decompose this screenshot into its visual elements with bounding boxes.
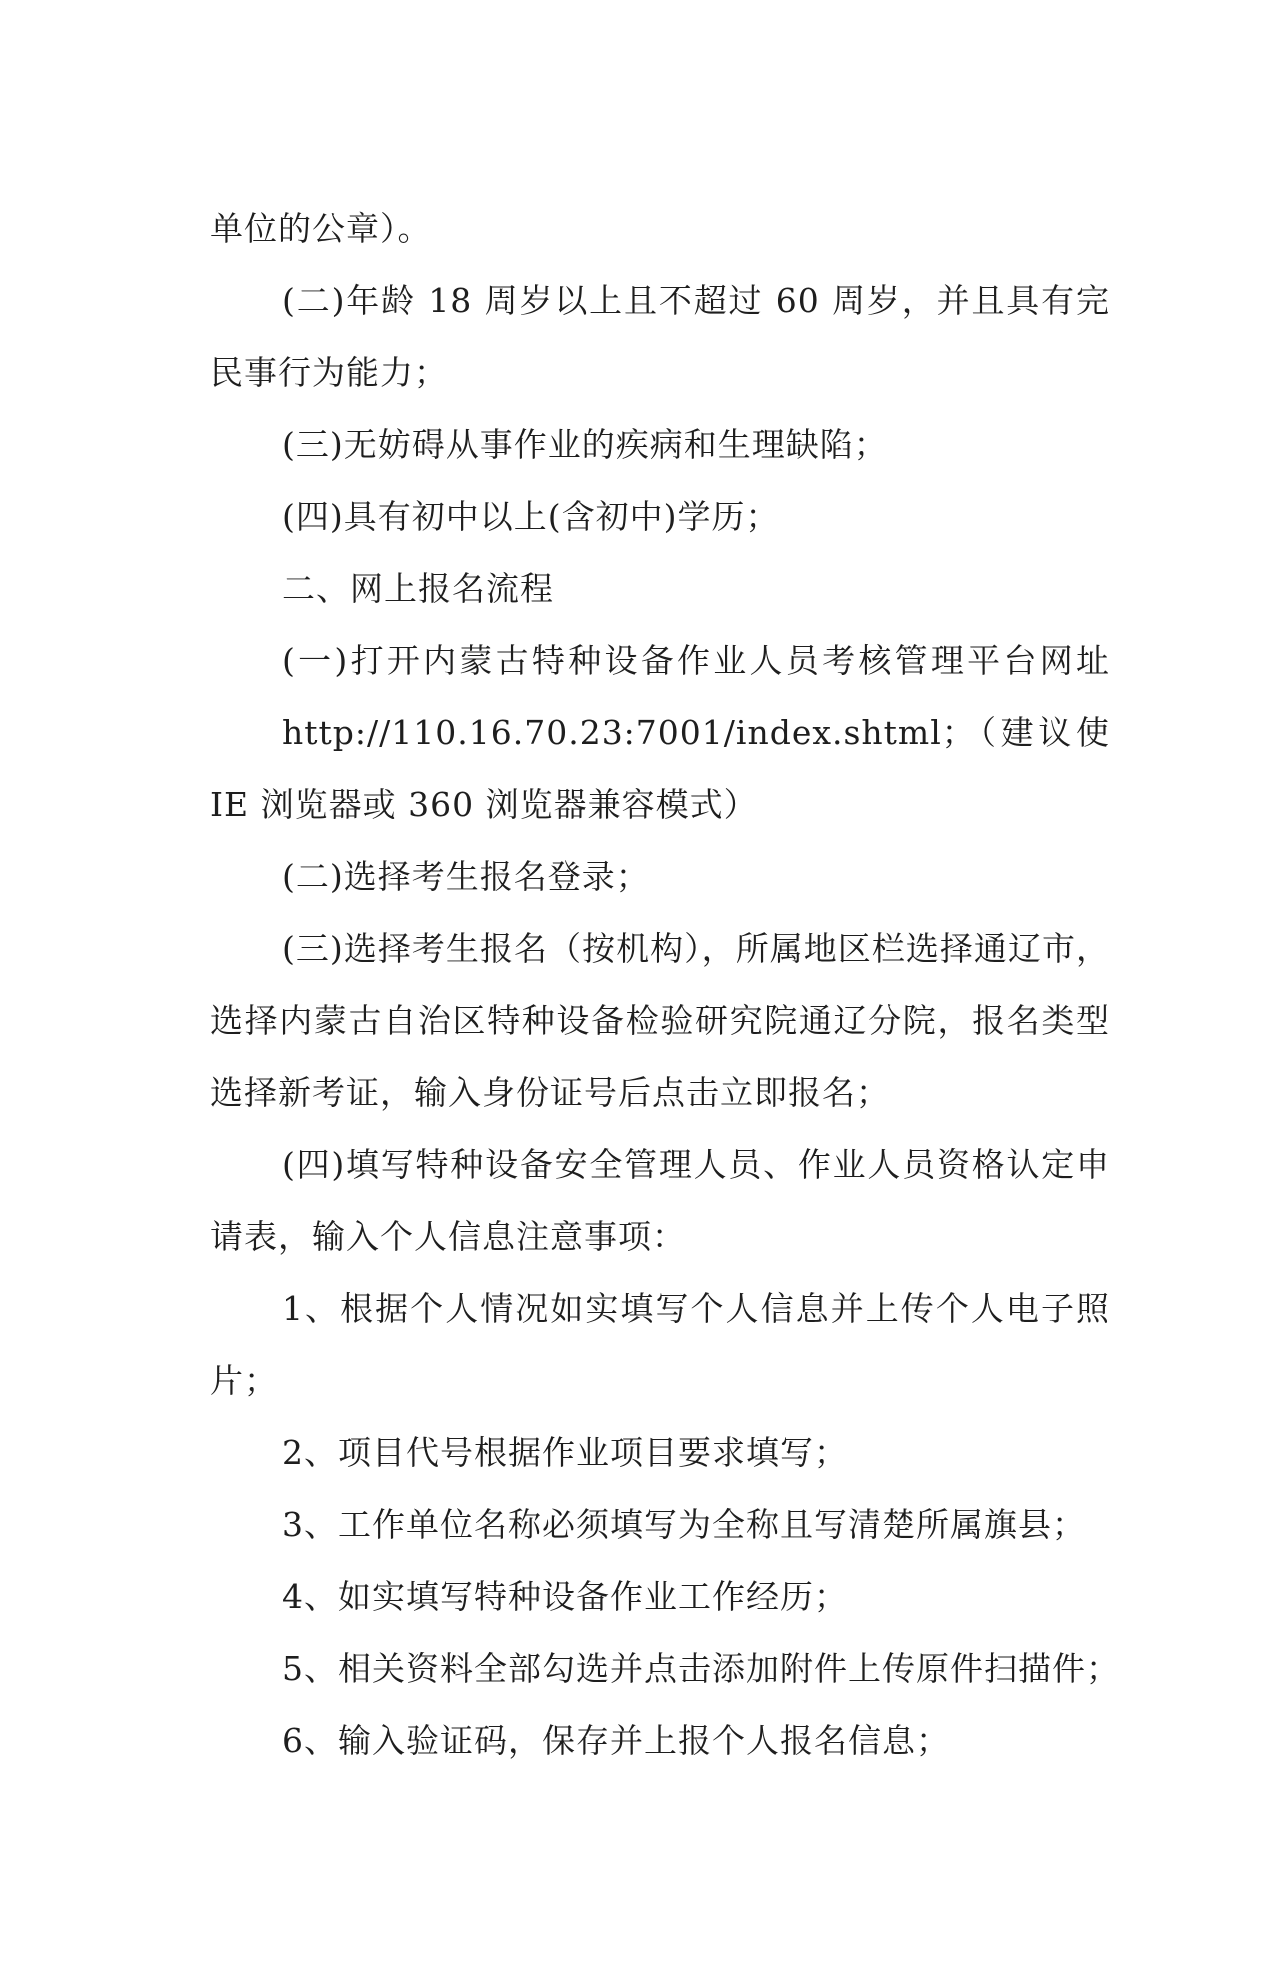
text-line: (二)选择考生报名登录； bbox=[282, 857, 650, 896]
text-line: 3、工作单位名称必须填写为全称且写清楚所属旗县； bbox=[282, 1505, 1086, 1544]
text-line: 2、项目代号根据作业项目要求填写； bbox=[282, 1433, 848, 1472]
text-line: (四)具有初中以上(含初中)学历； bbox=[282, 497, 780, 536]
text-line: (四)填写特种设备安全管理人员、作业人员资格认定申 bbox=[282, 1145, 1110, 1184]
text-line: (三)选择考生报名（按机构），所属地区栏选择通辽市， bbox=[282, 929, 1110, 968]
document-body bbox=[210, 193, 1120, 1777]
text-line: 选择新考证，输入身份证号后点击立即报名； bbox=[210, 1073, 890, 1112]
text-line: 单位的公章）。 bbox=[210, 209, 432, 248]
text-line: (三)无妨碍从事作业的疾病和生理缺陷； bbox=[282, 425, 888, 464]
text-line: 1、根据个人情况如实填写个人信息并上传个人电子照 bbox=[282, 1289, 1110, 1328]
text-line: 选择内蒙古自治区特种设备检验研究院通辽分院，报名类型 bbox=[210, 1001, 1110, 1040]
text-line: 4、如实填写特种设备作业工作经历； bbox=[282, 1577, 848, 1616]
text-line: 请表，输入个人信息注意事项： bbox=[210, 1217, 686, 1256]
text-line: IE 浏览器或 360 浏览器兼容模式） bbox=[210, 785, 758, 824]
text-line: 6、输入验证码，保存并上报个人报名信息； bbox=[282, 1721, 950, 1760]
text-line: 民事行为能力； bbox=[210, 353, 448, 392]
text-line: (二)年龄 18 周岁以上且不超过 60 周岁，并且具有完 bbox=[282, 281, 1110, 320]
text-line: (一)打开内蒙古特种设备作业人员考核管理平台网址 bbox=[282, 641, 1110, 680]
text-line: http://110.16.70.23:7001/index.shtml；（建议使 bbox=[282, 713, 1110, 752]
text-line: 5、相关资料全部勾选并点击添加附件上传原件扫描件； bbox=[282, 1649, 1120, 1688]
section-heading: 二、网上报名流程 bbox=[282, 569, 554, 608]
text-line: 片； bbox=[210, 1361, 278, 1400]
